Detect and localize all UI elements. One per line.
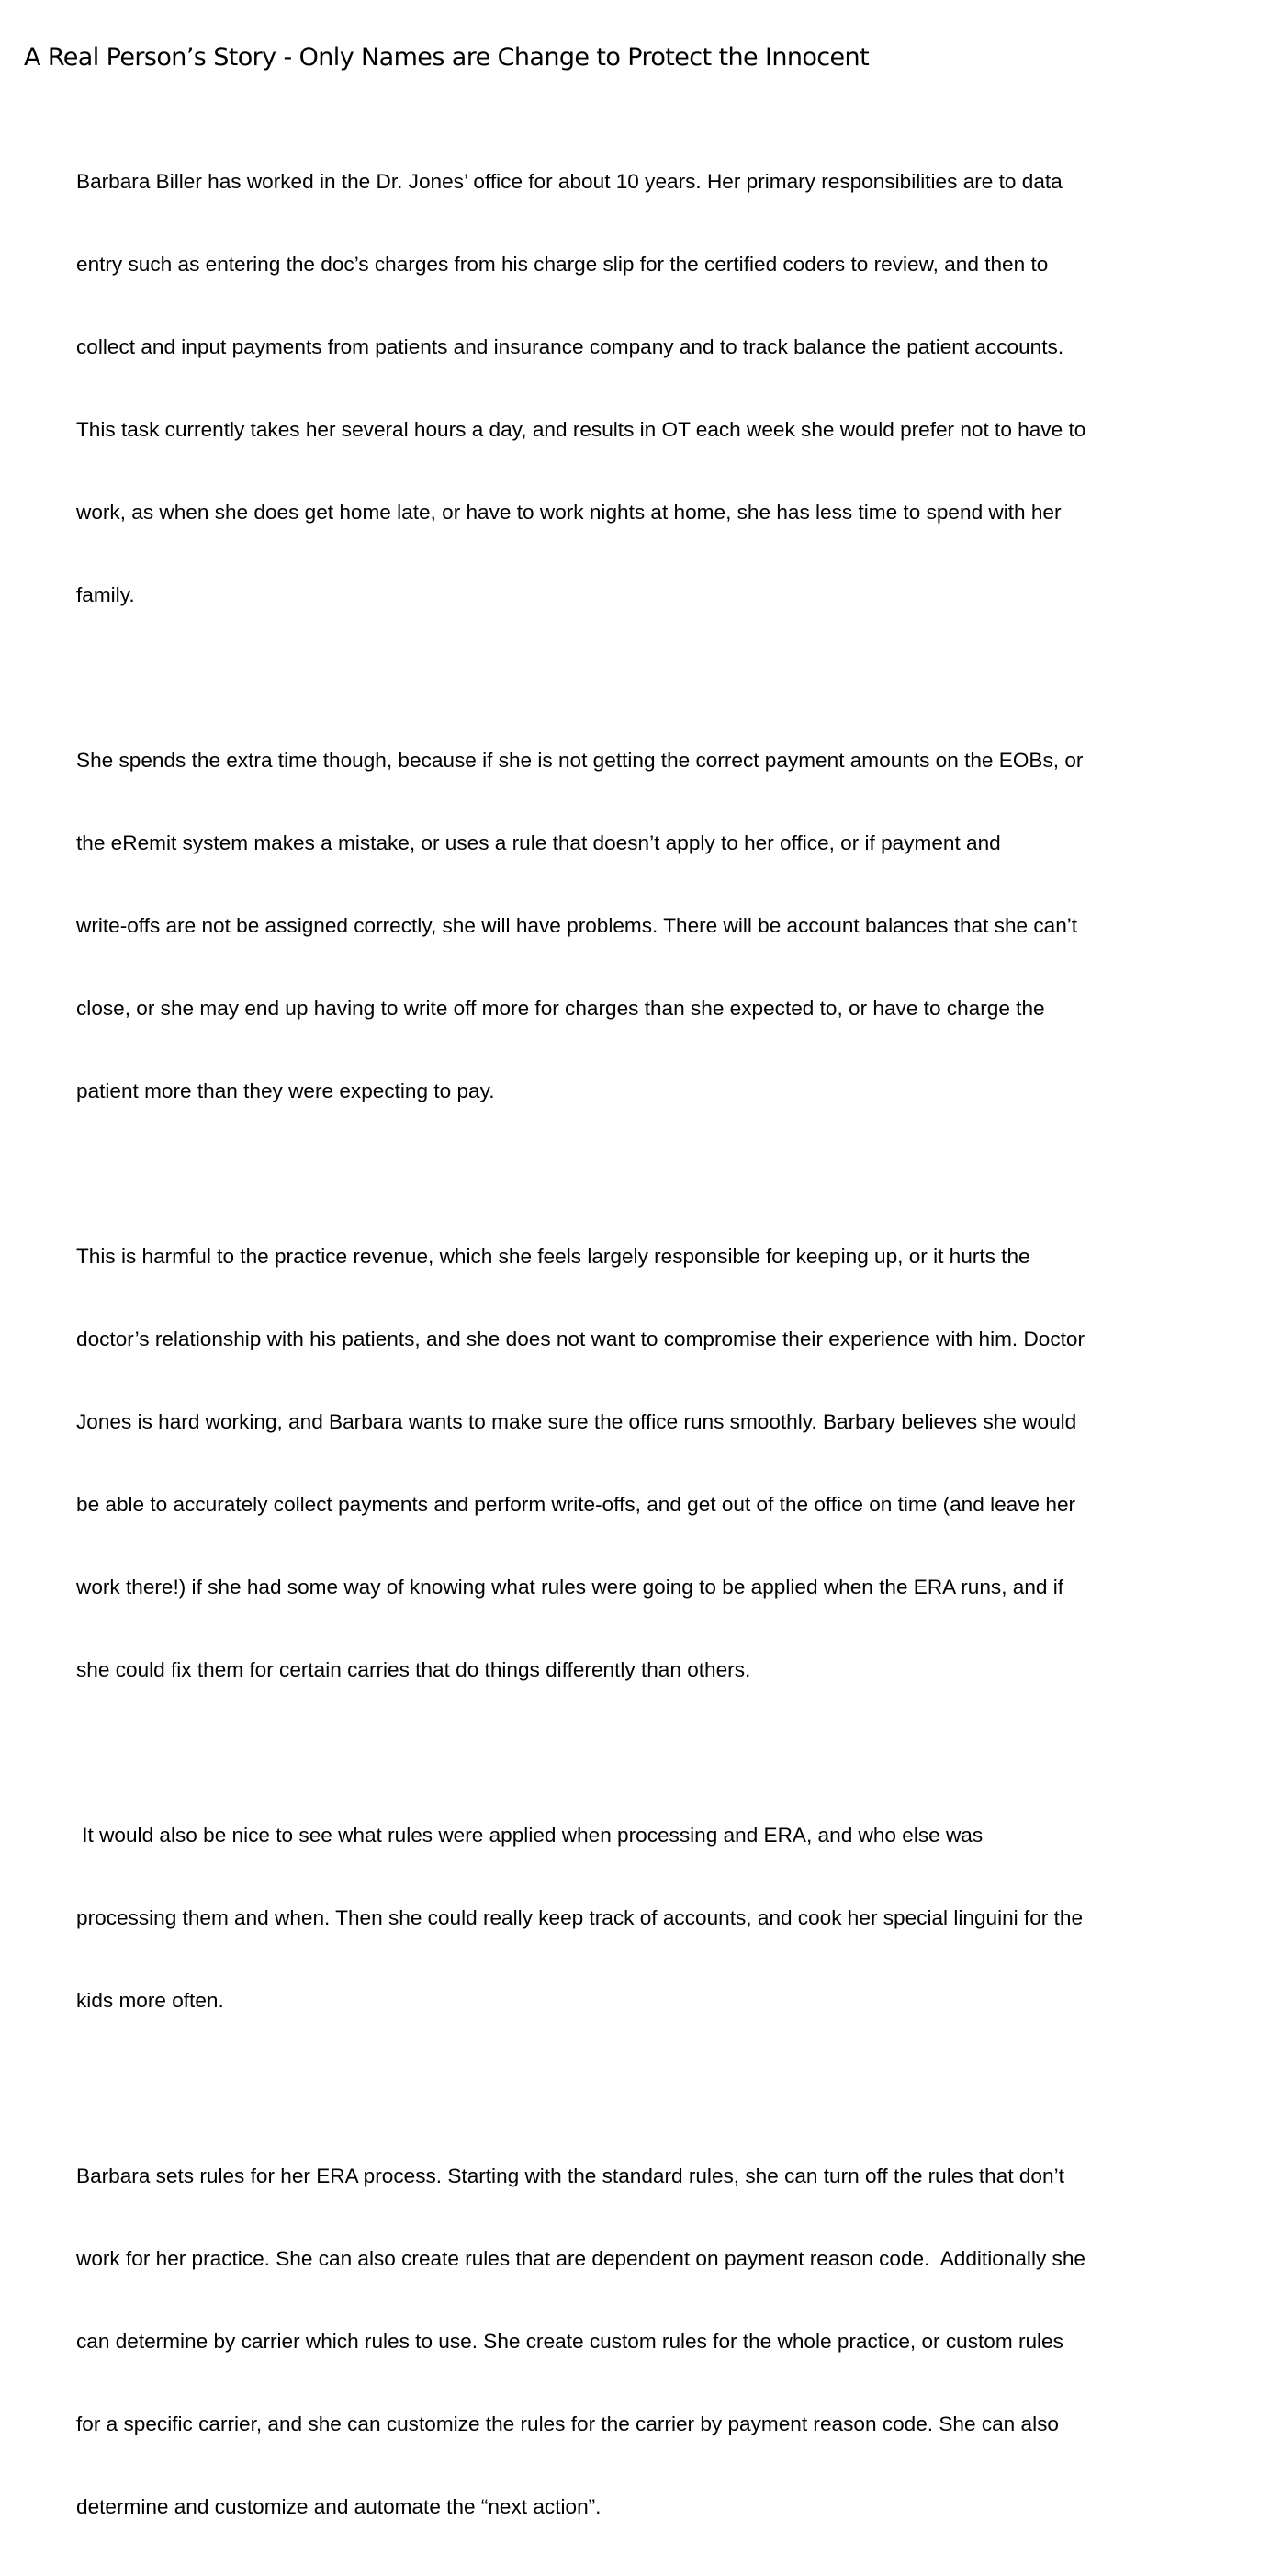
text-line: can determine by carrier which rules to use. She create custom rules for the whole practice, or custom rules xyxy=(76,2330,1063,2353)
text-line: work for her practice. She can also create rules that are dependent on payment reason code. Additionally she xyxy=(76,2247,1085,2270)
text-line: kids more often. xyxy=(76,1989,224,2012)
story-paragraph-2 xyxy=(76,692,1215,1160)
text-line: the eRemit system makes a mistake, or uses a rule that doesn’t apply to her office, or if payment and xyxy=(76,831,1001,854)
text-line: write-offs are not be assigned correctly, she will have problems. There will be account balances that she can’t xyxy=(76,914,1078,937)
text-line: work, as when she does get home late, or have to work nights at home, she has less time to spend with her xyxy=(76,501,1062,524)
text-line: close, or she may end up having to write off more for charges than she expected to, or have to charge the xyxy=(76,997,1045,1020)
text-line: family. xyxy=(76,583,135,606)
text-line: Barbara sets rules for her ERA process. Starting with the standard rules, she can turn off the rules that don’t xyxy=(76,2164,1064,2187)
text-line: She spends the extra time though, because if she is not getting the correct payment amounts on the EOBs, or xyxy=(76,749,1084,772)
text-line: Jones is hard working, and Barbara wants to make sure the office runs smoothly. Barbary believes she would xyxy=(76,1410,1077,1433)
text-line: determine and customize and automate the “next action”. xyxy=(76,2495,602,2518)
text-line: work there!) if she had some way of knowing what rules were going to be applied when the ERA runs, and if xyxy=(76,1576,1064,1599)
slide-title: A Real Person’s Story - Only Names are Change to Protect the Innocent xyxy=(24,43,870,72)
text-line: doctor’s relationship with his patients, and she does not want to compromise their experience with him. Doctor xyxy=(76,1328,1085,1350)
text-line: be able to accurately collect payments and perform write-offs, and get out of the office on time (and leave her xyxy=(76,1493,1076,1516)
story-paragraph-3 xyxy=(76,1188,1215,1739)
text-line: she could fix them for certain carries that do things differently than others. xyxy=(76,1658,751,1681)
text-line: Barbara Biller has worked in the Dr. Jones’ office for about 10 years. Her primary responsibilities are to data xyxy=(76,170,1063,193)
text-line: This task currently takes her several hours a day, and results in OT each week she would prefer not to have to xyxy=(76,418,1086,441)
story-paragraph-1 xyxy=(76,113,1215,664)
text-line: entry such as entering the doc’s charges from his charge slip for the certified coders to review, and then to xyxy=(76,253,1049,276)
story-paragraph-4 xyxy=(76,1767,1215,2070)
story-paragraph-5 xyxy=(76,2107,1215,2576)
text-line: processing them and when. Then she could really keep track of accounts, and cook her special linguini for the xyxy=(76,1906,1084,1929)
text-line: collect and input payments from patients and insurance company and to track balance the patient accounts. xyxy=(76,335,1064,358)
text-line: It would also be nice to see what rules were applied when processing and ERA, and who else was xyxy=(76,1824,984,1847)
text-line: This is harmful to the practice revenue, which she feels largely responsible for keeping up, or it hurts the xyxy=(76,1245,1030,1268)
text-line: for a specific carrier, and she can customize the rules for the carrier by payment reason code. She can also xyxy=(76,2412,1059,2435)
text-line: patient more than they were expecting to pay. xyxy=(76,1079,495,1102)
story-body xyxy=(76,113,1215,2576)
